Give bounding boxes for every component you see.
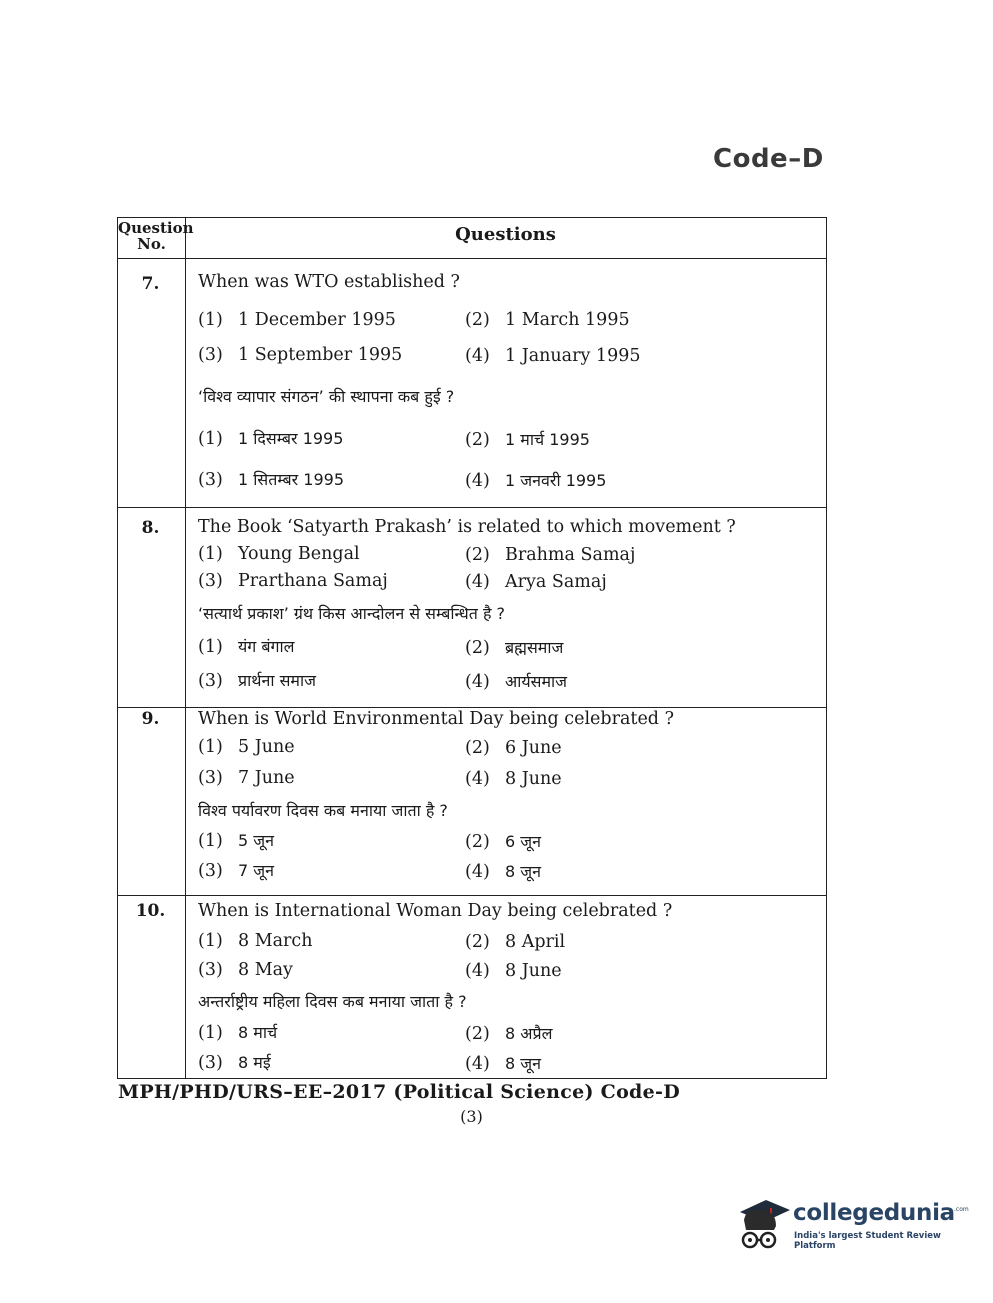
option-2-hi: (2) 6 जून: [465, 832, 542, 852]
logo-tagline: India's largest Student Review Platform: [794, 1231, 941, 1251]
option-1-hi: (1) यंग बंगाल: [198, 637, 295, 657]
header-divider: [118, 258, 826, 259]
question-text-hi: विश्व पर्यावरण दिवस कब मनाया जाता है ?: [198, 801, 448, 820]
option-4: (4) 8 June: [465, 961, 562, 981]
option-1: (1) 8 March: [198, 931, 313, 951]
option-2: (2) 1 March 1995: [465, 310, 630, 330]
option-4-hi: (4) 8 जून: [465, 862, 542, 882]
option-1: (1) 1 December 1995: [198, 310, 396, 330]
option-1: (1) Young Bengal: [198, 544, 360, 564]
row-divider: [118, 707, 826, 708]
question-text-hi: ‘सत्यार्थ प्रकाश’ ग्रंथ किस आन्दोलन से सम्बन्धित है ?: [198, 604, 506, 623]
question-number: 8.: [141, 518, 160, 538]
column-divider: [185, 218, 186, 1078]
code-label: Code–D: [713, 144, 824, 174]
row-divider: [118, 507, 826, 508]
option-3-hi: (3) प्रार्थना समाज: [198, 671, 316, 691]
question-text-en: The Book ‘Satyarth Prakash’ is related to which movement ?: [198, 517, 736, 537]
question-text-en: When is International Woman Day being celebrated ?: [198, 901, 673, 921]
option-3-hi: (3) 1 सितम्बर 1995: [198, 470, 345, 490]
logo-name: collegedunia: [793, 1200, 955, 1226]
option-4-hi: (4) आर्यसमाज: [465, 672, 568, 692]
question-number: 10.: [135, 901, 166, 921]
row-divider: [118, 895, 826, 896]
option-2: (2) 8 April: [465, 932, 566, 952]
option-3: (3) Prarthana Samaj: [198, 571, 388, 591]
option-1-hi: (1) 1 दिसम्बर 1995: [198, 429, 344, 449]
collegedunia-logo[interactable]: [736, 1196, 969, 1258]
option-3: (3) 1 September 1995: [198, 345, 403, 365]
option-1-hi: (1) 8 मार्च: [198, 1023, 278, 1043]
option-3-hi: (3) 7 जून: [198, 861, 275, 881]
question-text-en: When was WTO established ?: [198, 272, 460, 292]
option-2: (2) 6 June: [465, 738, 562, 758]
option-4: (4) Arya Samaj: [465, 572, 607, 592]
logo-suffix: .com: [954, 1206, 969, 1213]
footer-code-line: MPH/PHD/URS–EE–2017 (Political Science) Code-D: [118, 1081, 680, 1103]
mascot-icon: [736, 1196, 792, 1258]
question-number: 7.: [141, 274, 160, 294]
option-2-hi: (2) ब्रह्मसमाज: [465, 638, 564, 658]
option-3-hi: (3) 8 मई: [198, 1053, 271, 1073]
question-text-hi: अन्तर्राष्ट्रीय महिला दिवस कब मनाया जाता है ?: [198, 992, 467, 1011]
header-questions: Questions: [455, 224, 556, 245]
option-3: (3) 7 June: [198, 768, 295, 788]
option-2-hi: (2) 1 मार्च 1995: [465, 430, 590, 450]
option-4-hi: (4) 8 जून: [465, 1054, 542, 1074]
option-2-hi: (2) 8 अप्रैल: [465, 1024, 553, 1044]
question-text-hi: ‘विश्व व्यापार संगठन’ की स्थापना कब हुई ?: [198, 387, 455, 406]
header-question-no: Question No.: [118, 219, 194, 253]
page-number: (3): [460, 1107, 483, 1126]
question-number: 9.: [141, 709, 160, 729]
option-2: (2) Brahma Samaj: [465, 545, 636, 565]
option-1: (1) 5 June: [198, 737, 295, 757]
option-4: (4) 8 June: [465, 769, 562, 789]
option-4-hi: (4) 1 जनवरी 1995: [465, 471, 607, 491]
question-text-en: When is World Environmental Day being celebrated ?: [198, 709, 674, 729]
option-3: (3) 8 May: [198, 960, 293, 980]
option-4: (4) 1 January 1995: [465, 346, 641, 366]
option-1-hi: (1) 5 जून: [198, 831, 275, 851]
